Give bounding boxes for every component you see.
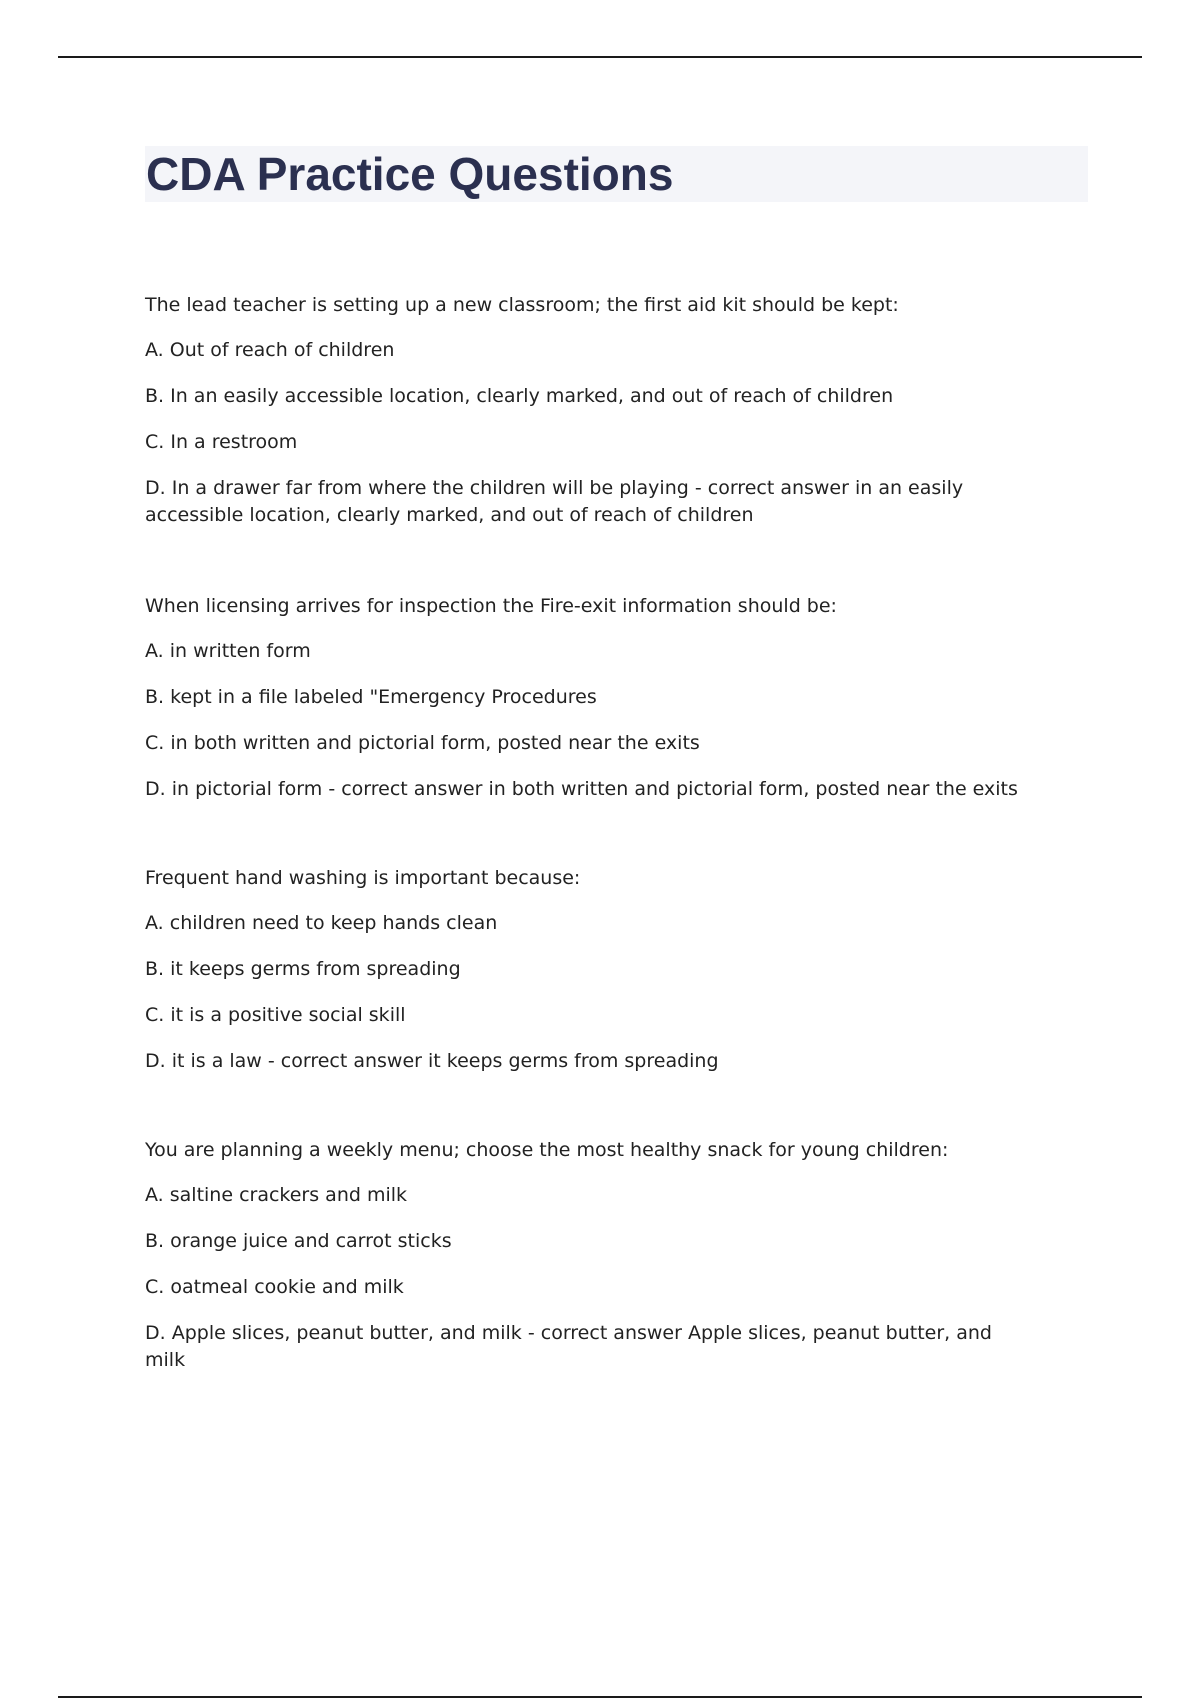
answer-option: C. oatmeal cookie and milk (145, 1276, 404, 1298)
answer-option: D. Apple slices, peanut butter, and milk - correct answer Apple slices, peanut butter, and milk (145, 1322, 992, 1371)
question-block (145, 1137, 1025, 1393)
answer-option: A. in written form (145, 640, 311, 662)
question-block (145, 292, 1025, 548)
answer-option: C. it is a positive social skill (145, 1004, 406, 1026)
question-prompt: When licensing arrives for inspection the Fire-exit information should be: (145, 595, 837, 617)
top-rule (58, 56, 1142, 58)
page-title: CDA Practice Questions (146, 148, 674, 200)
answer-option: B. kept in a file labeled "Emergency Procedures (145, 686, 597, 708)
question-block (145, 865, 1025, 1094)
answer-option: B. In an easily accessible location, clearly marked, and out of reach of children (145, 385, 894, 407)
answer-option: D. in pictorial form - correct answer in both written and pictorial form, posted near the exits (145, 778, 1018, 800)
answer-option: A. children need to keep hands clean (145, 912, 498, 934)
answer-option: C. in both written and pictorial form, posted near the exits (145, 732, 700, 754)
answer-option: D. it is a law - correct answer it keeps germs from spreading (145, 1050, 719, 1072)
answer-option: A. saltine crackers and milk (145, 1184, 408, 1206)
answer-option: D. In a drawer far from where the children will be playing - correct answer in an easily accessible location, clearly marked, and out of reach of children (145, 477, 964, 526)
question-prompt: You are planning a weekly menu; choose the most healthy snack for young children: (145, 1139, 949, 1161)
answer-option: B. orange juice and carrot sticks (145, 1230, 452, 1252)
question-prompt: The lead teacher is setting up a new classroom; the first aid kit should be kept: (145, 294, 899, 316)
answer-option: B. it keeps germs from spreading (145, 958, 461, 980)
answer-option: C. In a restroom (145, 431, 298, 453)
bottom-rule (58, 1696, 1142, 1698)
question-block (145, 593, 1025, 822)
answer-option: A. Out of reach of children (145, 339, 395, 361)
question-prompt: Frequent hand washing is important because: (145, 867, 581, 889)
